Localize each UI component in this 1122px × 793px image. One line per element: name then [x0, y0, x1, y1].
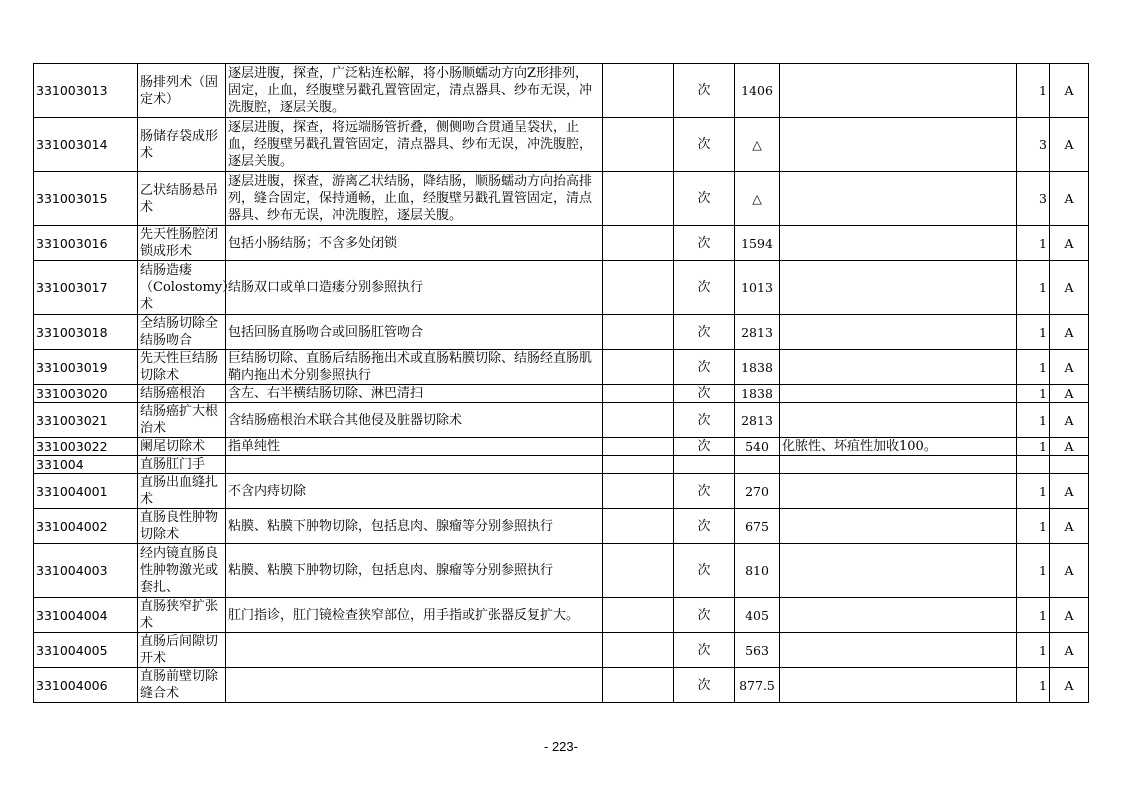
table-row — [34, 403, 1089, 438]
item-price: 675 — [735, 509, 780, 544]
item-code: 331003020 — [34, 385, 138, 403]
item-count: 1 — [1017, 474, 1050, 509]
item-content: 结肠双口或单口造瘘分别参照执行 — [226, 261, 603, 315]
table-row — [34, 315, 1089, 350]
item-code: 331004 — [34, 456, 138, 474]
item-unit: 次 — [674, 509, 735, 544]
item-class: A — [1050, 350, 1089, 385]
item-count: 1 — [1017, 385, 1050, 403]
item-note — [780, 350, 1017, 385]
item-exclusion — [603, 456, 674, 474]
table-row — [34, 544, 1089, 598]
item-exclusion — [603, 633, 674, 668]
item-code: 331003014 — [34, 118, 138, 172]
item-code: 331003022 — [34, 438, 138, 456]
item-exclusion — [603, 544, 674, 598]
table-row — [34, 438, 1089, 456]
item-count: 1 — [1017, 438, 1050, 456]
item-note — [780, 118, 1017, 172]
item-class: A — [1050, 315, 1089, 350]
item-content: 逐层进腹，探查，广泛粘连松解，将小肠顺蠕动方向Z形排列，固定，止血，经腹壁另戳孔置管固定，清点器具、纱布无误，冲洗腹腔，逐层关腹。 — [226, 64, 603, 118]
item-name: 全结肠切除全结肠吻合 — [138, 315, 226, 350]
item-count: 1 — [1017, 226, 1050, 261]
item-count: 1 — [1017, 403, 1050, 438]
item-price — [735, 456, 780, 474]
item-count — [1017, 456, 1050, 474]
item-price: △ — [735, 118, 780, 172]
item-code: 331004006 — [34, 668, 138, 703]
item-class: A — [1050, 118, 1089, 172]
item-note — [780, 668, 1017, 703]
item-name: 结肠癌根治 — [138, 385, 226, 403]
item-name: 经内镜直肠良性肿物激光或套扎、 — [138, 544, 226, 598]
item-exclusion — [603, 403, 674, 438]
item-exclusion — [603, 509, 674, 544]
item-class — [1050, 456, 1089, 474]
item-name: 阑尾切除术 — [138, 438, 226, 456]
item-content: 逐层进腹，探查，将远端肠管折叠，侧侧吻合贯通呈袋状，止血，经腹壁另戳孔置管固定，清点器具、纱布无误，冲洗腹腔，逐层关腹。 — [226, 118, 603, 172]
table-row — [34, 172, 1089, 226]
item-name: 肠排列术（固定术） — [138, 64, 226, 118]
item-content: 包括回肠直肠吻合或回肠肛管吻合 — [226, 315, 603, 350]
item-note — [780, 544, 1017, 598]
item-count: 1 — [1017, 544, 1050, 598]
item-note — [780, 598, 1017, 633]
item-count: 3 — [1017, 172, 1050, 226]
item-content: 粘膜、粘膜下肿物切除，包括息肉、腺瘤等分别参照执行 — [226, 509, 603, 544]
item-note — [780, 633, 1017, 668]
item-content: 巨结肠切除、直肠后结肠拖出术或直肠粘膜切除、结肠经直肠肌鞘内拖出术分别参照执行 — [226, 350, 603, 385]
item-unit: 次 — [674, 385, 735, 403]
item-unit: 次 — [674, 64, 735, 118]
item-note — [780, 509, 1017, 544]
item-class: A — [1050, 509, 1089, 544]
table-row — [34, 118, 1089, 172]
item-class: A — [1050, 226, 1089, 261]
item-content: 包括小肠结肠；不含多处闭锁 — [226, 226, 603, 261]
item-exclusion — [603, 350, 674, 385]
item-count: 1 — [1017, 350, 1050, 385]
item-class: A — [1050, 438, 1089, 456]
item-code: 331004004 — [34, 598, 138, 633]
item-content: 粘膜、粘膜下肿物切除，包括息肉、腺瘤等分别参照执行 — [226, 544, 603, 598]
item-name: 结肠造瘘（Colostomy）术 — [138, 261, 226, 315]
item-code: 331003017 — [34, 261, 138, 315]
item-price: 1406 — [735, 64, 780, 118]
item-name: 直肠出血缝扎术 — [138, 474, 226, 509]
item-unit: 次 — [674, 598, 735, 633]
item-exclusion — [603, 598, 674, 633]
item-class: A — [1050, 64, 1089, 118]
item-unit: 次 — [674, 118, 735, 172]
item-unit: 次 — [674, 315, 735, 350]
table-row — [34, 350, 1089, 385]
item-count: 3 — [1017, 118, 1050, 172]
item-name: 肠储存袋成形术 — [138, 118, 226, 172]
table-row — [34, 633, 1089, 668]
item-count: 1 — [1017, 315, 1050, 350]
item-price: 877.5 — [735, 668, 780, 703]
item-price: 405 — [735, 598, 780, 633]
item-unit: 次 — [674, 226, 735, 261]
item-exclusion — [603, 226, 674, 261]
item-code: 331003016 — [34, 226, 138, 261]
item-price: 563 — [735, 633, 780, 668]
item-note: 化脓性、坏疽性加收100。 — [780, 438, 1017, 456]
item-name: 直肠良性肿物切除术 — [138, 509, 226, 544]
table-row — [34, 64, 1089, 118]
item-code: 331004001 — [34, 474, 138, 509]
item-code: 331003019 — [34, 350, 138, 385]
table-row — [34, 668, 1089, 703]
item-count: 1 — [1017, 64, 1050, 118]
item-unit: 次 — [674, 403, 735, 438]
item-code: 331004002 — [34, 509, 138, 544]
item-name: 乙状结肠悬吊术 — [138, 172, 226, 226]
item-exclusion — [603, 172, 674, 226]
item-exclusion — [603, 64, 674, 118]
item-code: 331003021 — [34, 403, 138, 438]
item-price: 810 — [735, 544, 780, 598]
item-code: 331003018 — [34, 315, 138, 350]
item-name: 直肠肛门手 — [138, 456, 226, 474]
item-content: 含左、右半横结肠切除、淋巴清扫 — [226, 385, 603, 403]
item-content — [226, 668, 603, 703]
table-body — [34, 64, 1089, 703]
table-row — [34, 598, 1089, 633]
item-class: A — [1050, 598, 1089, 633]
item-class: A — [1050, 633, 1089, 668]
item-content: 指单纯性 — [226, 438, 603, 456]
item-count: 1 — [1017, 261, 1050, 315]
item-code: 331004005 — [34, 633, 138, 668]
item-exclusion — [603, 668, 674, 703]
item-class: A — [1050, 172, 1089, 226]
item-note — [780, 226, 1017, 261]
item-content: 肛门指诊，肛门镜检查狭窄部位，用手指或扩张器反复扩大。 — [226, 598, 603, 633]
item-count: 1 — [1017, 633, 1050, 668]
item-name: 先天性肠腔闭锁成形术 — [138, 226, 226, 261]
item-content — [226, 456, 603, 474]
item-name: 结肠癌扩大根治术 — [138, 403, 226, 438]
item-price: 1838 — [735, 350, 780, 385]
item-count: 1 — [1017, 509, 1050, 544]
item-price: 1838 — [735, 385, 780, 403]
fee-schedule-table — [33, 63, 1089, 703]
item-exclusion — [603, 118, 674, 172]
item-content: 不含内痔切除 — [226, 474, 603, 509]
table-row — [34, 261, 1089, 315]
item-unit: 次 — [674, 261, 735, 315]
item-class: A — [1050, 668, 1089, 703]
item-note — [780, 474, 1017, 509]
item-code: 331003013 — [34, 64, 138, 118]
item-count: 1 — [1017, 668, 1050, 703]
item-name: 直肠后间隙切开术 — [138, 633, 226, 668]
item-note — [780, 261, 1017, 315]
item-content: 含结肠癌根治术联合其他侵及脏器切除术 — [226, 403, 603, 438]
table-row — [34, 226, 1089, 261]
item-content: 逐层进腹，探查，游离乙状结肠，降结肠，顺肠蠕动方向抬高排列，缝合固定，保持通畅，止血，经腹壁另戳孔置管固定，清点器具、纱布无误，冲洗腹腔，逐层关腹。 — [226, 172, 603, 226]
item-price: 1594 — [735, 226, 780, 261]
item-note — [780, 456, 1017, 474]
item-unit: 次 — [674, 438, 735, 456]
item-note — [780, 64, 1017, 118]
item-price: 270 — [735, 474, 780, 509]
item-class: A — [1050, 474, 1089, 509]
item-class: A — [1050, 403, 1089, 438]
item-name: 先天性巨结肠切除术 — [138, 350, 226, 385]
item-note — [780, 385, 1017, 403]
item-exclusion — [603, 315, 674, 350]
item-name: 直肠前壁切除缝合术 — [138, 668, 226, 703]
item-exclusion — [603, 438, 674, 456]
item-unit: 次 — [674, 474, 735, 509]
item-price: △ — [735, 172, 780, 226]
page-number: - 223- — [544, 739, 578, 754]
item-note — [780, 172, 1017, 226]
item-content — [226, 633, 603, 668]
item-note — [780, 315, 1017, 350]
item-name: 直肠狭窄扩张术 — [138, 598, 226, 633]
item-exclusion — [603, 261, 674, 315]
item-price: 2813 — [735, 315, 780, 350]
item-unit: 次 — [674, 350, 735, 385]
item-count: 1 — [1017, 598, 1050, 633]
table-row — [34, 509, 1089, 544]
item-unit: 次 — [674, 544, 735, 598]
item-unit: 次 — [674, 172, 735, 226]
item-price: 540 — [735, 438, 780, 456]
item-code: 331003015 — [34, 172, 138, 226]
item-note — [780, 403, 1017, 438]
item-class: A — [1050, 261, 1089, 315]
item-exclusion — [603, 385, 674, 403]
item-exclusion — [603, 474, 674, 509]
table-row — [34, 385, 1089, 403]
item-unit: 次 — [674, 668, 735, 703]
table-row — [34, 474, 1089, 509]
item-price: 1013 — [735, 261, 780, 315]
item-class: A — [1050, 385, 1089, 403]
item-class: A — [1050, 544, 1089, 598]
item-code: 331004003 — [34, 544, 138, 598]
item-unit: 次 — [674, 633, 735, 668]
item-price: 2813 — [735, 403, 780, 438]
item-unit — [674, 456, 735, 474]
table-row — [34, 456, 1089, 474]
